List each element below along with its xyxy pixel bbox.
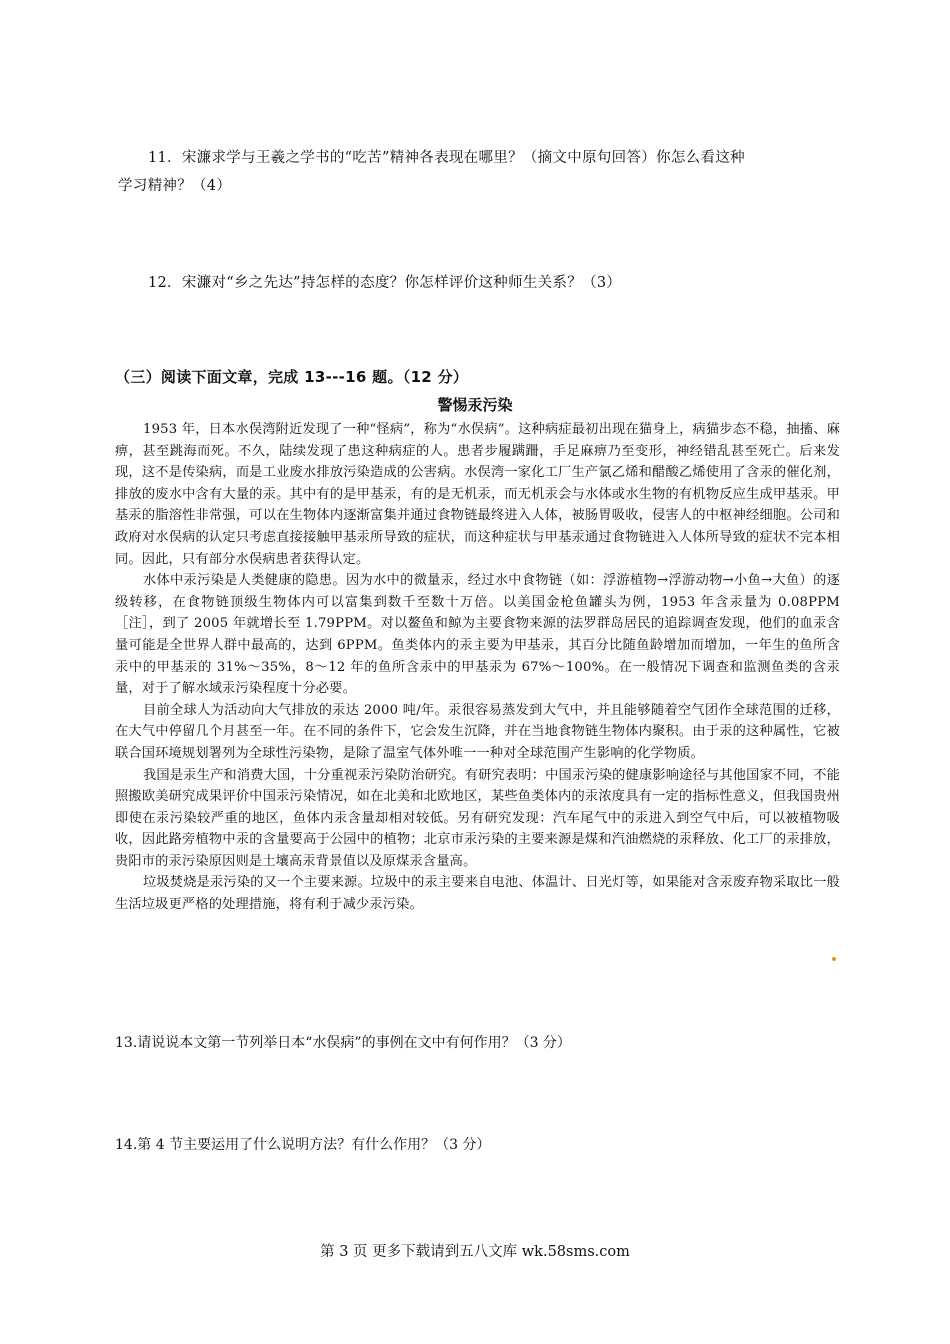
section-heading: （三）阅读下面文章，完成 13---16 题。（12 分）	[115, 368, 469, 386]
article-body	[115, 419, 840, 916]
article-paragraph-5: 垃圾焚烧是汞污染的又一个主要来源。垃圾中的汞主要来自电池、体温计、日光灯等，如果能对含汞废弃物采取比一般生活垃圾更严格的处理措施，将有利于减少汞污染。	[115, 875, 840, 913]
article-paragraph-3: 目前全球人为活动向大气排放的汞达 2000 吨/年。汞很容易蒸发到大气中，并且能够随着空气团作全球范围的迁移，在大气中停留几个月甚至一年。在不同的条件下，它会发生沉降，并在当地食物链生物体内聚积。由于汞的这种属性，它被联合国环境规划署列为全球性污染物，是除了温室气体外唯一一种对全球范围产生影响的化学物质。	[115, 702, 840, 761]
question-14: 14.第 4 节主要运用了什么说明方法？有什么作用？（3 分）	[115, 1137, 491, 1153]
article-paragraph-4: 我国是汞生产和消费大国，十分重视汞污染防治研究。有研究表明：中国汞污染的健康影响途径与其他国家不同，不能照搬欧美研究成果评价中国汞污染情况，如在北美和北欧地区，某些鱼类体内的汞浓度具有一定的指标性意义，但我国贵州即使在汞污染较严重的地区，鱼体内汞含量却相对较低。另有研究发现：汽车尾气中的汞进入到空气中后，可以被植物吸收，因此路旁植物中汞的含量要高于公园中的植物；北京市汞污染的主要来源是煤和汽油燃烧的汞释放、化工厂的汞排放，贵阳市的汞污染原因则是土壤高汞背景值以及原煤汞含量高。	[115, 767, 840, 869]
question-11-line2: 学习精神？（4）	[118, 178, 232, 194]
question-12	[118, 269, 858, 297]
question-12-text: 12．宋濂对“乡之先达”持怎样的态度？你怎样评价这种师生关系？（3）	[148, 275, 622, 291]
question-11	[118, 144, 858, 200]
stray-mark	[832, 957, 836, 961]
question-11-line1: 11．宋濂求学与王羲之学书的“吃苦”精神各表现在哪里？（摘文中原句回答）你怎么看这种	[148, 150, 745, 166]
article-paragraph-1: 1953 年，日本水俣湾附近发现了一种“怪病”，称为“水俣病”。这种病症最初出现在猫身上，病猫步态不稳，抽搐、麻痹，甚至跳海而死。不久，陆续发现了患这种病症的人。患者步履蹒跚，手足麻痹乃至变形，神经错乱甚至死亡。后来发现，这不是传染病，而是工业废水排放污染造成的公害病。水俣湾一家化工厂生产氯乙烯和醋酸乙烯使用了含汞的催化剂，排放的废水中含有大量的汞。其中有的是甲基汞，有的是无机汞，而无机汞会与水体或水生物的有机物反应生成甲基汞。甲基汞的脂溶性非常强，可以在生物体内逐渐富集并通过食物链最终进入人体，被肠胃吸收，侵害人的中枢神经细胞。公司和政府对水俣病的认定只考虑直接接触甲基汞所导致的症状，而这种症状与甲基汞通过食物链进入人体所导致的症状不完本相同。因此，只有部分水俣病患者获得认定。	[115, 422, 840, 567]
question-13: 13.请说说本文第一节列举日本“水俣病”的事例在文中有何作用？（3 分）	[115, 1035, 571, 1051]
article-paragraph-2: 水体中汞污染是人类健康的隐患。因为水中的微量汞，经过水中食物链（如：浮游植物→浮游动物→小鱼→大鱼）的逐级转移，在食物链顶级生物体内可以富集到数千至数十万倍。以美国金枪鱼罐头为例，1953 年含汞量为 0.08PPM［注］，到了 2005 年就增长至 1.79PPM。对以鳌鱼和鲸为主要食物来源的法罗群岛居民的追踪调查发现，他们的血汞含量可能是全世界人群中最高的，达到 6PPM。鱼类体内的汞主要为甲基汞，其百分比随鱼龄增加而增加，一年生的鱼所含汞中的甲基汞的 31%～35%，8～12 年的鱼所含汞中的甲基汞为 67%～100%。在一般情况下调查和监测鱼类的含汞量，对于了解水域汞污染程度十分必要。	[115, 573, 840, 697]
article-title: 警惕汞污染	[437, 396, 513, 414]
page-footer: 第 3 页 更多下载请到五八文库 wk.58sms.com	[320, 1244, 630, 1260]
